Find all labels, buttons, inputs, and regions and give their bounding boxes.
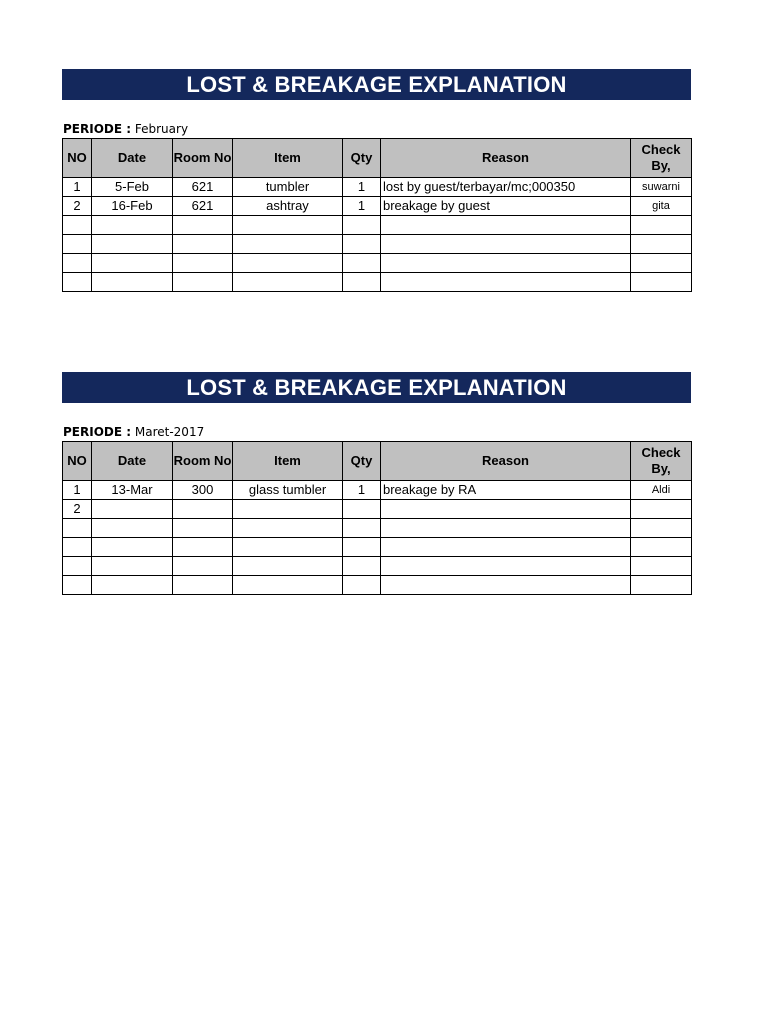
cell-qty (343, 576, 381, 595)
cell-room-no (173, 235, 233, 254)
cell-date (92, 519, 173, 538)
cell-check-by (631, 273, 692, 292)
cell-qty (343, 273, 381, 292)
table-row (63, 197, 692, 216)
cell-reason (381, 254, 631, 273)
table-header-row (63, 442, 692, 481)
cell-check-by (631, 576, 692, 595)
cell-date (92, 576, 173, 595)
section-title: LOST & BREAKAGE EXPLANATION (62, 69, 691, 100)
cell-qty: 1 (343, 178, 381, 197)
column-header-room-no: Room No (173, 442, 233, 481)
cell-reason: breakage by RA (381, 481, 631, 500)
cell-check-by (631, 216, 692, 235)
column-header-check-by: Check By, (631, 139, 692, 178)
cell-date: 5-Feb (92, 178, 173, 197)
periode-label: PERIODE : (63, 122, 132, 136)
cell-room-no (173, 254, 233, 273)
cell-room-no: 621 (173, 178, 233, 197)
cell-reason (381, 557, 631, 576)
table-row (63, 576, 692, 595)
cell-date (92, 557, 173, 576)
table-row (63, 235, 692, 254)
cell-room-no: 621 (173, 197, 233, 216)
column-header-no: NO (63, 442, 92, 481)
table-row (63, 481, 692, 500)
cell-date (92, 235, 173, 254)
table-row (63, 216, 692, 235)
cell-check-by (631, 254, 692, 273)
lost-breakage-table (62, 441, 692, 595)
cell-date (92, 500, 173, 519)
cell-no: 2 (63, 500, 92, 519)
cell-item: ashtray (233, 197, 343, 216)
cell-no (63, 538, 92, 557)
column-header-reason: Reason (381, 442, 631, 481)
cell-item: glass tumbler (233, 481, 343, 500)
cell-reason (381, 576, 631, 595)
cell-room-no (173, 519, 233, 538)
table-row (63, 273, 692, 292)
cell-check-by: suwarni (631, 178, 692, 197)
cell-item (233, 254, 343, 273)
cell-no (63, 519, 92, 538)
cell-date (92, 216, 173, 235)
cell-room-no (173, 216, 233, 235)
cell-no: 1 (63, 178, 92, 197)
column-header-item: Item (233, 139, 343, 178)
cell-check-by (631, 557, 692, 576)
column-header-no: NO (63, 139, 92, 178)
column-header-date: Date (92, 442, 173, 481)
periode-line (62, 424, 691, 441)
cell-date (92, 273, 173, 292)
cell-qty: 1 (343, 481, 381, 500)
cell-no: 2 (63, 197, 92, 216)
cell-reason (381, 538, 631, 557)
cell-room-no (173, 538, 233, 557)
periode-value: February (134, 122, 189, 136)
cell-check-by (631, 235, 692, 254)
periode-value: Maret-2017 (134, 425, 205, 439)
cell-qty (343, 538, 381, 557)
periode-label: PERIODE : (63, 425, 132, 439)
column-header-qty: Qty (343, 442, 381, 481)
section-title: LOST & BREAKAGE EXPLANATION (62, 372, 691, 403)
cell-room-no: 300 (173, 481, 233, 500)
cell-item (233, 576, 343, 595)
cell-item (233, 538, 343, 557)
cell-room-no (173, 273, 233, 292)
cell-reason: breakage by guest (381, 197, 631, 216)
column-header-qty: Qty (343, 139, 381, 178)
cell-room-no (173, 557, 233, 576)
report-section-maret (62, 372, 691, 595)
cell-no (63, 557, 92, 576)
cell-qty: 1 (343, 197, 381, 216)
cell-no (63, 576, 92, 595)
cell-check-by (631, 519, 692, 538)
cell-item (233, 216, 343, 235)
cell-room-no (173, 500, 233, 519)
column-header-date: Date (92, 139, 173, 178)
cell-check-by (631, 500, 692, 519)
cell-check-by: Aldi (631, 481, 692, 500)
cell-no (63, 216, 92, 235)
cell-reason (381, 273, 631, 292)
cell-item (233, 273, 343, 292)
cell-qty (343, 254, 381, 273)
cell-check-by (631, 538, 692, 557)
cell-check-by: gita (631, 197, 692, 216)
cell-date: 13-Mar (92, 481, 173, 500)
table-header-row (63, 139, 692, 178)
cell-reason (381, 519, 631, 538)
cell-no (63, 235, 92, 254)
cell-no: 1 (63, 481, 92, 500)
column-header-reason: Reason (381, 139, 631, 178)
cell-date: 16-Feb (92, 197, 173, 216)
cell-qty (343, 519, 381, 538)
table-row (63, 178, 692, 197)
cell-qty (343, 500, 381, 519)
cell-item (233, 235, 343, 254)
table-row (63, 500, 692, 519)
column-header-item: Item (233, 442, 343, 481)
cell-item (233, 557, 343, 576)
cell-no (63, 273, 92, 292)
report-section-february (62, 69, 691, 292)
cell-no (63, 254, 92, 273)
lost-breakage-table (62, 138, 692, 292)
cell-date (92, 254, 173, 273)
cell-qty (343, 557, 381, 576)
column-header-check-by: Check By, (631, 442, 692, 481)
cell-room-no (173, 576, 233, 595)
cell-reason: lost by guest/terbayar/mc;000350 (381, 178, 631, 197)
cell-reason (381, 500, 631, 519)
cell-item (233, 500, 343, 519)
cell-qty (343, 216, 381, 235)
cell-reason (381, 216, 631, 235)
table-row (63, 519, 692, 538)
column-header-room-no: Room No (173, 139, 233, 178)
table-row (63, 557, 692, 576)
cell-item (233, 519, 343, 538)
cell-item: tumbler (233, 178, 343, 197)
table-row (63, 538, 692, 557)
cell-reason (381, 235, 631, 254)
cell-qty (343, 235, 381, 254)
periode-line (62, 121, 691, 138)
table-row (63, 254, 692, 273)
cell-date (92, 538, 173, 557)
